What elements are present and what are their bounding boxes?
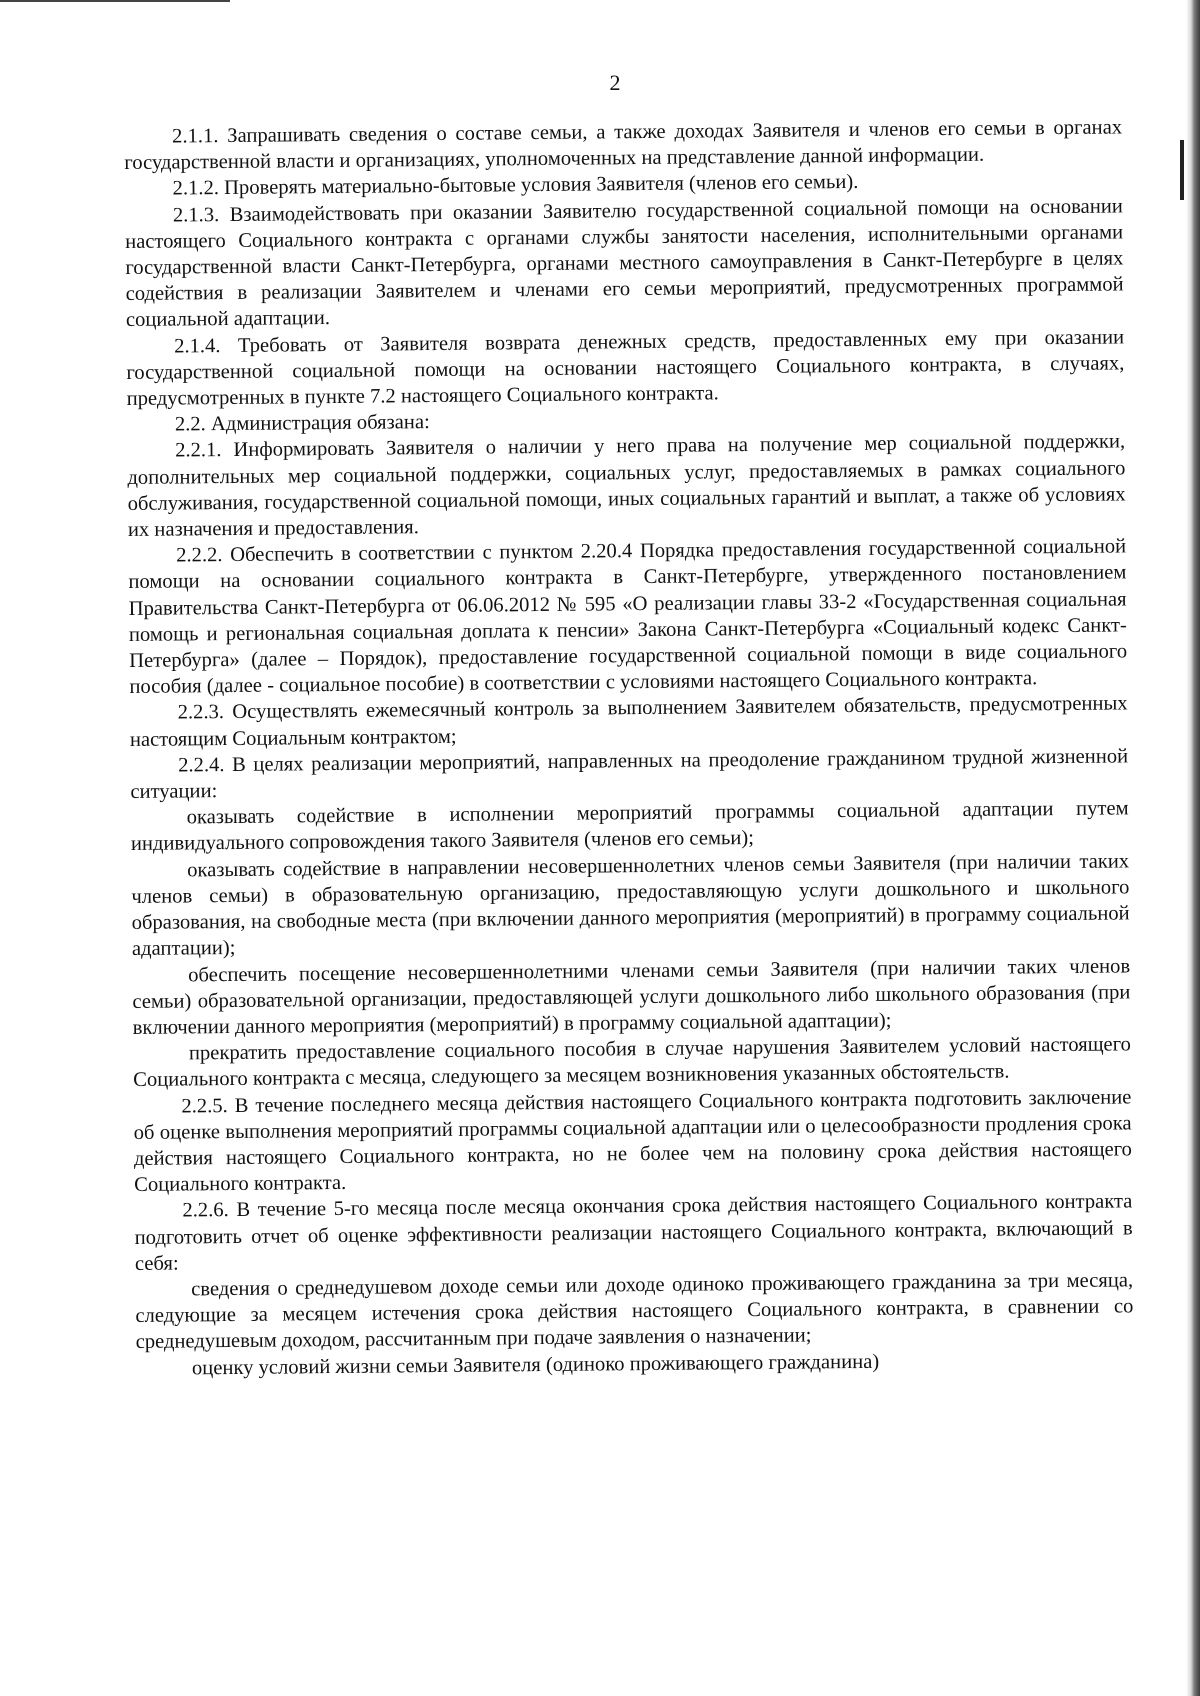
- paragraph-2-1-4: 2.1.4. Требовать от Заявителя возврата денежных средств, предоставленных ему при оказании государственной социальной помощи на основании настоящего Социального контракта, в случаях, предусмотренных в пункте 7.2 настоящего Социального контракта.: [126, 326, 1125, 411]
- scan-artifact-top-line: [0, 0, 230, 2]
- page-number: 2: [609, 70, 621, 95]
- paragraph-2-1-3: 2.1.3. Взаимодействовать при оказании Заявителю государственной социальной помощи на основании настоящего Социального контракта с органами службы занятости населения, исполнительными органами государственной власти Санкт-Петербурга, органами местного самоуправления в Санкт-Петербурге в целях содействия в реализации Заявителем и членами его семьи мероприятий, предусмотренных программой социальной адаптации.: [125, 195, 1124, 332]
- paragraph-2-2-1: 2.2.1. Информировать Заявителя о наличии у него права на получение мер социальной поддержки, дополнительных мер социальной поддержки, социальных услуг, предоставляемых в рамках социального обслуживания, государственной социальной помощи, иных социальных гарантий и выплат, а также об условиях их назначения и предоставления.: [127, 430, 1126, 542]
- paragraph-support-program: оказывать содействие в исполнении мероприятий программы социальной адаптации путем индивидуального сопровождения такого Заявителя (членов его семьи);: [130, 797, 1129, 856]
- paragraph-2-2-4: 2.2.4. В целях реализации мероприятий, направленных на преодоление гражданином трудной жизненной ситуации:: [130, 745, 1129, 804]
- paragraph-2-1-2: 2.1.2. Проверять материально-бытовые условия Заявителя (членов его семьи).: [172, 171, 859, 200]
- paragraph-living-conditions: оценку условий жизни семьи Заявителя (одиноко проживающего гражданина): [191, 1350, 880, 1379]
- document-body: [124, 114, 1134, 1381]
- paragraph-2-2-3: 2.2.3. Осуществлять ежемесячный контроль за выполнением Заявителем обязательств, предусмотренных настоящим Социальным контрактом;: [129, 692, 1128, 751]
- paragraph-2-2: 2.2. Администрация обязана:: [174, 411, 430, 436]
- paragraph-income-info: сведения о среднедушевом доходе семьи или доходе одиноко проживающего гражданина за три месяца, следующие за месяцем истечения срока действия настоящего Социального контракта, в сравнении со среднедушевым доходом, рассчитанным при подаче заявления о назначении;: [135, 1269, 1134, 1354]
- paragraph-terminate-benefit: прекратить предоставление социального пособия в случае нарушения Заявителем условий настоящего Социального контракта с месяца, следующего за месяцем возникновения указанных обстоятельств.: [133, 1033, 1131, 1092]
- paragraph-support-education: оказывать содействие в направлении несовершеннолетних членов семьи Заявителя (при наличии таких членов семьи) в образовательную организацию, предоставляющую услуги дошкольного и школьного образования, на свободные места (при включении данного мероприятия (мероприятий) в программу социальной адаптации);: [131, 850, 1130, 961]
- paragraph-ensure-attendance: обеспечить посещение несовершеннолетними членами семьи Заявителя (при наличии таких членов семьи) образовательной организации, предоставляющей услуги дошкольного либо школьного образования (при включении данного мероприятия (мероприятий) в программу социальной адаптации);: [132, 954, 1131, 1039]
- paragraph-2-2-2: 2.2.2. Обеспечить в соответствии с пунктом 2.20.4 Порядка предоставления государственной социальной помощи на основании социального контракта в Санкт-Петербурге, утвержденного постановлением Правительства Санкт-Петербурга от 06.06.2012 № 595 «О реализации главы 33-2 «Государственная социальная помощь и региональная социальная доплата к пенсии» Закона Санкт-Петербурга «Социальный кодекс Санкт-Петербурга» (далее – Порядок), предоставление государственной социальной помощи в виде социального пособия (далее - социальное пособие) в соответствии с условиями настоящего Социального контракта.: [128, 535, 1128, 699]
- paragraph-2-1-1: 2.1.1. Запрашивать сведения о составе семьи, а также доходах Заявителя и членов его семьи в органах государственной власти и организациях, уполномоченных на представление данной информации.: [124, 116, 1123, 175]
- paragraph-2-2-6: 2.2.6. В течение 5-го месяца после месяца окончания срока действия настоящего Социального контракта подготовить отчет об оценке эффективности реализации настоящего Социального контракта, включающий в себя:: [134, 1190, 1133, 1275]
- scan-artifact-right-edge: [1186, 0, 1200, 1696]
- paragraph-2-2-5: 2.2.5. В течение последнего месяца действия настоящего Социального контракта подготовить заключение об оценке выполнения мероприятий программы социальной адаптации или о целесообразности продления срока действия настоящего Социального контракта, но не более чем на половину срока действия настоящего Социального контракта.: [133, 1085, 1132, 1197]
